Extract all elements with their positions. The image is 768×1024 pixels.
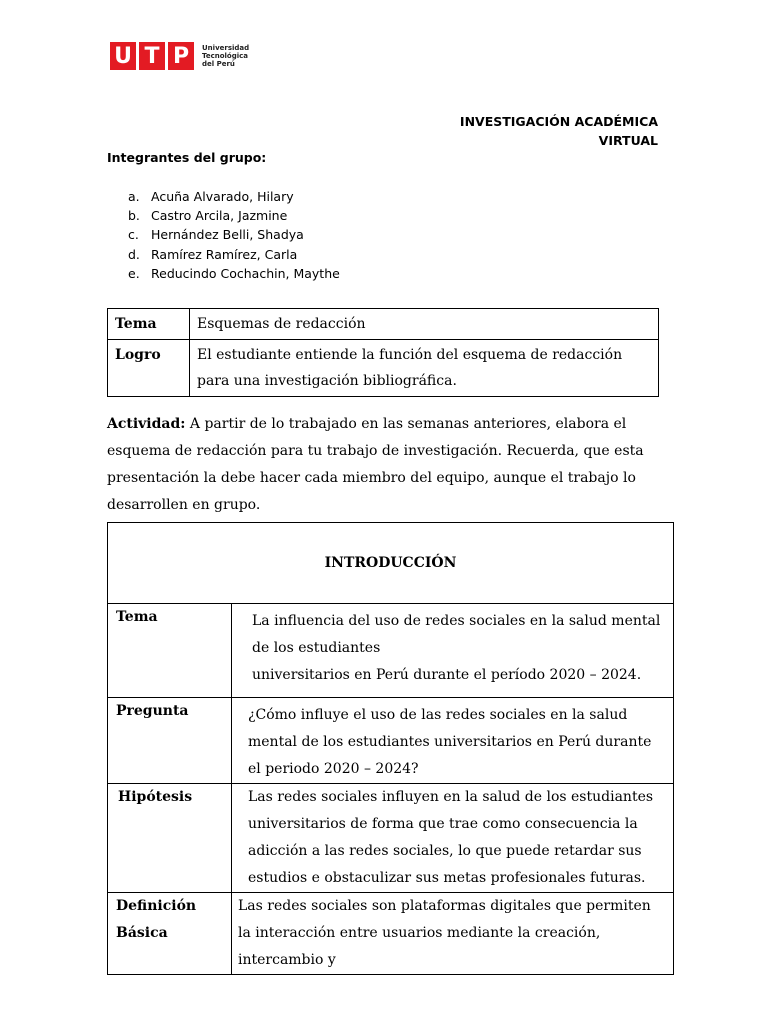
table-row xyxy=(108,340,659,397)
members-list xyxy=(128,187,340,283)
group-title: Integrantes del grupo: xyxy=(107,150,267,165)
heading-line-2: VIRTUAL xyxy=(598,133,658,148)
row-label-hipotesis: Hipótesis xyxy=(108,784,232,893)
list-item: d. Ramírez Ramírez, Carla xyxy=(128,246,298,262)
row-label-tema: Tema xyxy=(108,604,232,698)
row-value-pregunta: ¿Cómo influye el uso de las redes sociales en la salud mental de los estudiantes universitarios en Perú durante el periodo 2020 – 2024? xyxy=(232,698,674,784)
activity-label: Actividad: xyxy=(107,416,186,432)
tema-value: Esquemas de redacción xyxy=(190,309,659,340)
row-label-definicion: Definición Básica xyxy=(108,893,232,975)
topic-table xyxy=(107,308,659,397)
table-row xyxy=(108,893,674,975)
list-item: a. Acuña Alvarado, Hilary xyxy=(128,189,294,204)
list-item: c. Hernández Belli, Shadya xyxy=(128,227,304,243)
activity-text: A partir de lo trabajado en las semanas anteriores, elabora el esquema de redacción para tu trabajo de investigación. Recuerda, que esta presentación la debe hacer cada miembro del equipo, aunque el trabajo lo desarrollen en grupo. xyxy=(107,416,644,513)
introduction-title: INTRODUCCIÓN xyxy=(108,523,674,604)
row-label-pregunta: Pregunta xyxy=(108,698,232,784)
list-item: b. Castro Arcila, Jazmine xyxy=(128,208,288,224)
table-row xyxy=(108,309,659,340)
logo-letter-p: P xyxy=(168,42,194,70)
logro-value: El estudiante entiende la función del esquema de redacción para una investigación bibliográfica. xyxy=(190,340,659,397)
row-value-hipotesis: Las redes sociales influyen en la salud de los estudiantes universitarios de forma que trae como consecuencia la adicción a las redes sociales, lo que puede retardar sus estudios e obstaculizar sus metas profesionales futuras. xyxy=(232,784,674,893)
table-row xyxy=(108,698,674,784)
activity-paragraph xyxy=(107,411,662,519)
row-value-definicion: Las redes sociales son plataformas digitales que permiten la interacción entre usuarios mediante la creación, intercambio y xyxy=(232,893,674,975)
logo-university-name: Universidad Tecnológica del Perú xyxy=(202,44,250,68)
row-value-tema: La influencia del uso de redes sociales en la salud mental de los estudiantes universitarios en Perú durante el período 2020 – 2024. xyxy=(232,604,674,698)
table-row xyxy=(108,784,674,893)
tema-label: Tema xyxy=(108,309,190,340)
list-item: e. Reducindo Cochachin, Maythe xyxy=(128,265,340,281)
logo-letter-t: T xyxy=(139,42,165,70)
table-row xyxy=(108,604,674,698)
logro-label: Logro xyxy=(108,340,190,397)
utp-logo xyxy=(110,42,249,70)
introduction-table xyxy=(107,522,674,975)
logo-letter-u: U xyxy=(110,42,136,70)
heading-line-1: INVESTIGACIÓN ACADÉMICA xyxy=(459,114,658,129)
table-row xyxy=(108,523,674,604)
document-heading xyxy=(460,112,658,150)
